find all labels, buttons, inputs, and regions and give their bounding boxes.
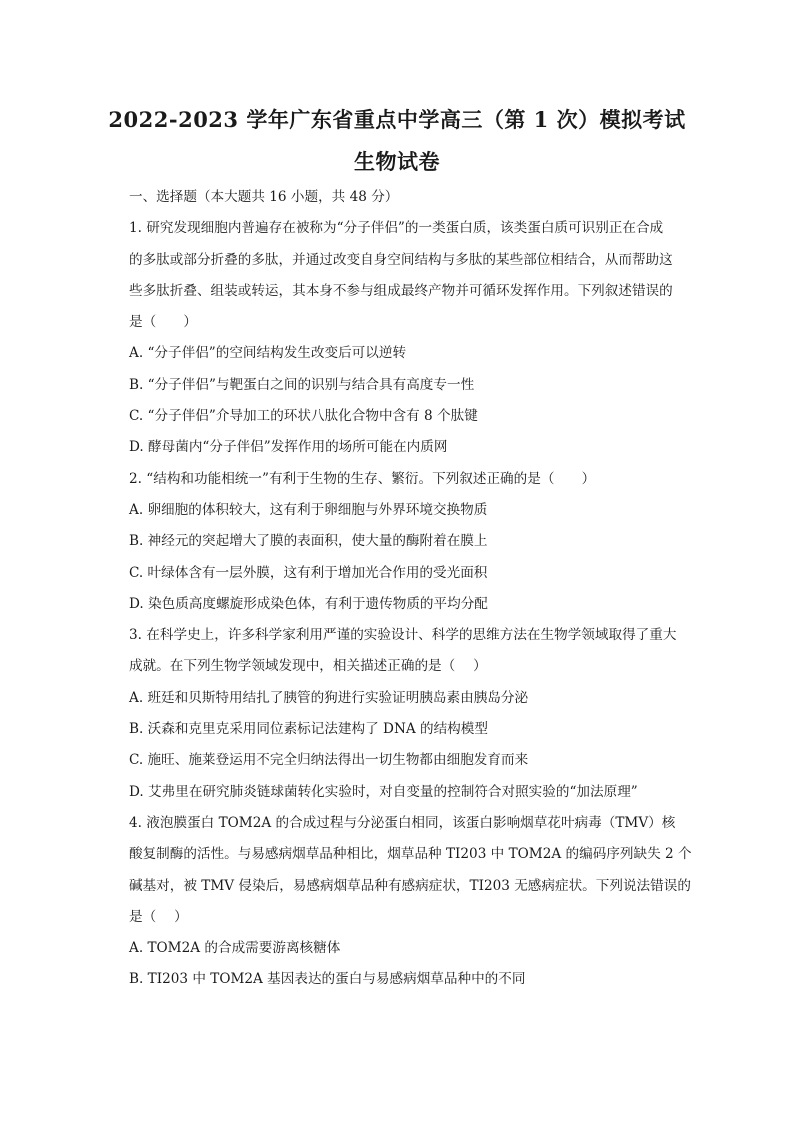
question-1-line-1: 1. 研究发现细胞内普遍存在被称为“分子伴侣”的一类蛋白质，该类蛋白质可识别正在合成 <box>129 220 664 237</box>
exam-content <box>129 182 697 996</box>
question-4-option-b: B. TI203 中 TOM2A 基因表达的蛋白与易感病烟草品种中的不同 <box>129 971 526 988</box>
question-1-option-a: A. “分子伴侣”的空间结构发生改变后可以逆转 <box>129 345 407 362</box>
question-1-option-c: C. “分子伴侣”介导加工的环状八肽化合物中含有 8 个肽键 <box>129 408 478 425</box>
question-1-option-b: B. “分子伴侣”与靶蛋白之间的识别与结合具有高度专一性 <box>129 376 475 393</box>
section-heading: 一、选择题（本大题共 16 小题，共 48 分） <box>129 189 399 205</box>
question-2-line-1: 2. “结构和功能相统一”有利于生物的生存、繁衍。下列叙述正确的是（ ） <box>129 470 596 487</box>
exam-title: 2022-2023 学年广东省重点中学高三（第 1 次）模拟考试 <box>108 107 686 132</box>
question-2-option-d: D. 染色质高度螺旋形成染色体，有利于遗传物质的平均分配 <box>129 595 488 612</box>
question-1-line-3: 些多肽折叠、组装或转运，其本身不参与组成最终产物并可循环发挥作用。下列叙述错误的 <box>129 282 673 299</box>
question-3-option-a: A. 班廷和贝斯特用结扎了胰管的狗进行实验证明胰岛素由胰岛分泌 <box>129 689 529 706</box>
question-4-line-2: 酸复制酶的活性。与易感病烟草品种相比，烟草品种 TI203 中 TOM2A 的编码序列缺失 2 个 <box>129 846 692 863</box>
question-3-option-b: B. 沃森和克里克采用同位素标记法建构了 DNA 的结构模型 <box>129 721 488 738</box>
question-4-line-4: 是（ ） <box>129 908 188 925</box>
question-2-option-a: A. 卵细胞的体积较大，这有利于卵细胞与外界环境交换物质 <box>129 501 488 518</box>
question-2-option-c: C. 叶绿体含有一层外膜，这有利于增加光合作用的受光面积 <box>129 564 488 581</box>
exam-subject-title: 生物试卷 <box>354 149 440 174</box>
question-3-option-d: D. 艾弗里在研究肺炎链球菌转化实验时，对自变量的控制符合对照实验的“加法原理” <box>129 783 638 800</box>
question-3-line-2: 成就。在下列生物学领域发现中，相关描述正确的是（ ） <box>129 658 487 675</box>
question-1-line-2: 的多肽或部分折叠的多肽，并通过改变自身空间结构与多肽的某些部位相结合，从而帮助这 <box>129 251 673 268</box>
question-1-line-4: 是（ ） <box>129 314 197 331</box>
question-3-option-c: C. 施旺、施莱登运用不完全归纳法得出一切生物都由细胞发育而来 <box>129 752 529 769</box>
question-2-option-b: B. 神经元的突起增大了膜的表面积，使大量的酶附着在膜上 <box>129 533 488 550</box>
question-4-option-a: A. TOM2A 的合成需要游离核糖体 <box>129 940 341 957</box>
question-3-line-1: 3. 在科学史上，许多科学家利用严谨的实验设计、科学的思维方法在生物学领域取得了重大 <box>129 627 677 644</box>
question-1-option-d: D. 酵母菌内“分子伴侣”发挥作用的场所可能在内质网 <box>129 439 448 456</box>
question-4-line-3: 碱基对，被 TMV 侵染后，易感病烟草品种有感病症状，TI203 无感病症状。下列说法错误的 <box>129 877 691 894</box>
question-4-line-1: 4. 液泡膜蛋白 TOM2A 的合成过程与分泌蛋白相同，该蛋白影响烟草花叶病毒（TMV）核 <box>129 814 676 831</box>
